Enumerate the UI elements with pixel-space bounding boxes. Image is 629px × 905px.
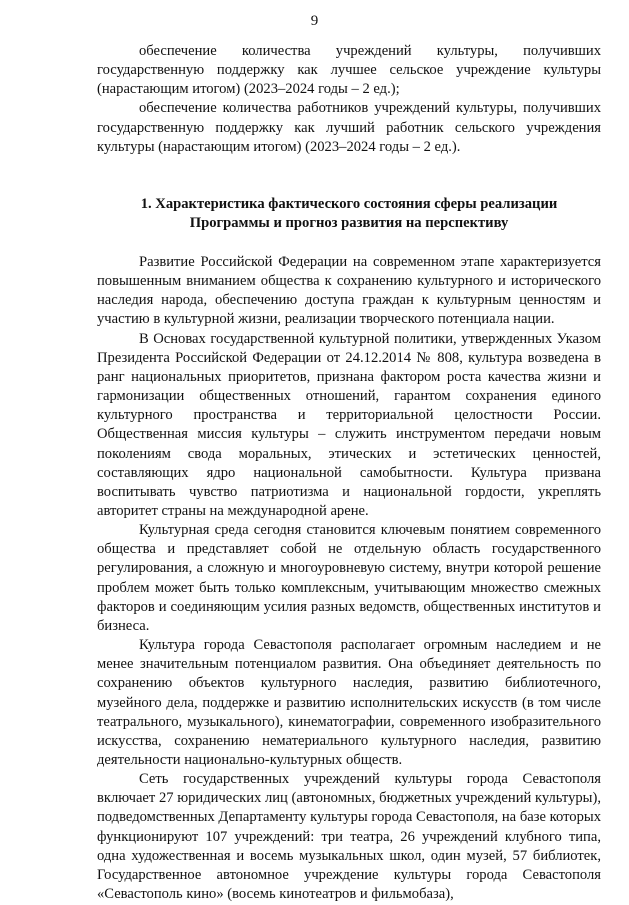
- section-heading: [97, 195, 601, 234]
- section-heading-line: 1. Характеристика фактического состояния сферы реализации: [140, 195, 558, 212]
- body-paragraph: Культура города Севастополя располагает огромным наследием и не менее значительным потенциалом развития. Она объединяет деятельность по сохранению объектов культурного наследия, развитию библиотечного, музейного дела, поддержке и развитию исполнительских искусств (в том числе театрального, музыкального), кинематографии, современного изобразительного искусства, сохранению нематериального культурного наследия, развитию деятельности национально-культурных обществ.: [97, 637, 601, 768]
- section-heading-line: Программы и прогноз развития на перспективу: [189, 215, 509, 232]
- body-paragraph: Развитие Российской Федерации на современном этапе характеризуется повышенным вниманием общества к сохранению культурного и исторического наследия народа, обеспечению доступа граждан к культурным ценностям и участию в культурной жизни, реализации творческого потенциала нации.: [97, 253, 601, 328]
- intro-paragraph: обеспечение количества работников учреждений культуры, получивших государственную поддержку как лучший работник сельского учреждения культуры (нарастающим итогом) (2023–2024 годы – 2 ед.).: [97, 100, 601, 155]
- page-number: 9: [310, 13, 319, 29]
- intro-paragraph: обеспечение количества учреждений культуры, получивших государственную поддержку как лучшее сельское учреждение культуры (нарастающим итогом) (2023–2024 годы – 2 ед.);: [97, 43, 601, 98]
- body-paragraph: Культурная среда сегодня становится ключевым понятием современного общества и представляет собой не отдельную область государственного регулирования, а сложную и многоуровневую систему, внутри которой решение проблем может быть только комплексным, учитывающим множество смежных факторов и соединяющим усилия разных ведомств, общественных институтов и бизнеса.: [97, 522, 601, 634]
- body-paragraph: В Основах государственной культурной политики, утвержденных Указом Президента Российской Федерации от 24.12.2014 № 808, культура возведена в ранг национальных приоритетов, признана фактором роста качества жизни и гармонизации общественных отношений, гарантом сохранения единого культурного пространства и территориальной целостности России. Общественная миссия культуры – служить инструментом передачи новым поколениям свода моральных, этических и эстетических ценностей, составляющих ядро национальной самобытности. Культура призвана воспитывать чувство патриотизма и национальной гордости, укреплять авторитет страны на международной арене.: [97, 330, 601, 519]
- body-paragraph: Сеть государственных учреждений культуры города Севастополя включает 27 юридических лиц (автономных, бюджетных учреждений культуры), подведомственных Департаменту культуры города Севастополя, на базе которых функционируют 107 учреждений: три театра, 26 учреждений клубного типа, одна художественная и восемь музыкальных школ, один музей, 57 библиотек, Государственное автономное учреждение культуры города Севастополя «Севастополь кино» (восемь кинотеатров и фильмобаза),: [97, 771, 601, 903]
- page-content: [97, 42, 601, 904]
